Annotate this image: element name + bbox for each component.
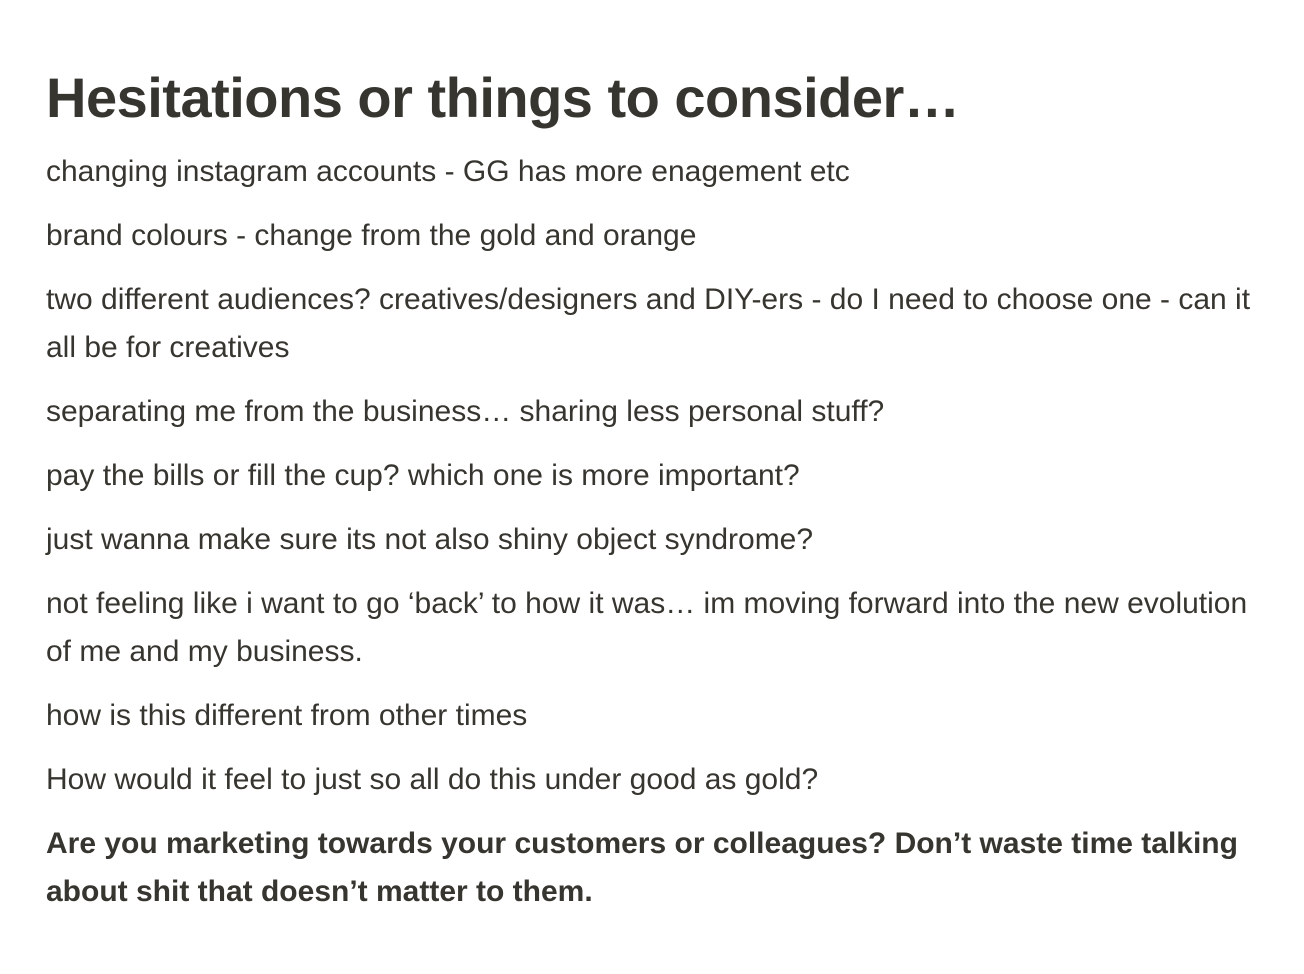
text-block-how-different[interactable]: how is this different from other times bbox=[46, 699, 528, 732]
page-heading[interactable]: Hesitations or things to consider… bbox=[46, 66, 960, 129]
text-block-moving-forward[interactable]: not feeling like i want to go ‘back’ to how it was… im moving forward into the new evolution of me and my business. bbox=[46, 587, 1248, 668]
text-block-good-as-gold[interactable]: How would it feel to just so all do this under good as gold? bbox=[46, 763, 819, 796]
text-block-two-audiences[interactable]: two different audiences? creatives/designers and DIY-ers - do I need to choose one - can it all be for creatives bbox=[46, 283, 1251, 364]
text-block-instagram-accounts[interactable]: changing instagram accounts - GG has more enagement etc bbox=[46, 155, 850, 188]
text-block-marketing-question[interactable]: Are you marketing towards your customers or colleagues? Don’t waste time talking about shit that doesn’t matter to them. bbox=[46, 827, 1238, 908]
text-block-brand-colours[interactable]: brand colours - change from the gold and orange bbox=[46, 219, 697, 252]
text-block-separating-me[interactable]: separating me from the business… sharing less personal stuff? bbox=[46, 395, 885, 428]
text-block-pay-the-bills[interactable]: pay the bills or fill the cup? which one is more important? bbox=[46, 459, 800, 492]
text-block-shiny-object[interactable]: just wanna make sure its not also shiny object syndrome? bbox=[46, 523, 814, 556]
